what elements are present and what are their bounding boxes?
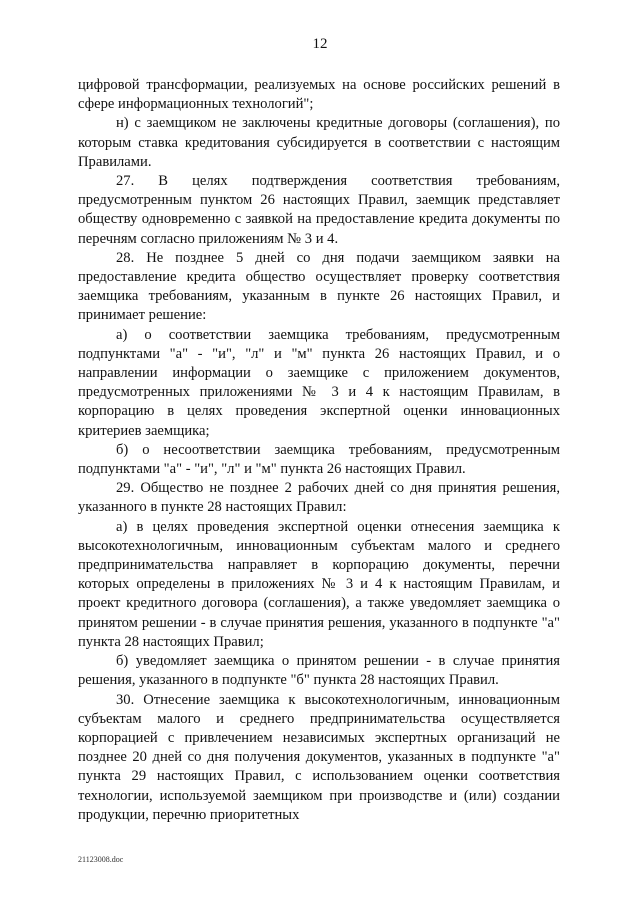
document-body <box>78 76 560 825</box>
subitem-n: н) с заемщиком не заключены кредитные договоры (соглашения), по которым ставка кредитования субсидируется в соответствии с настоящим Правилами. <box>78 115 560 170</box>
paragraph-continuation: цифровой трансформации, реализуемых на основе российских решений в сфере информационных технологий"; <box>78 77 560 113</box>
clause-29-subitem-a: а) в целях проведения экспертной оценки отнесения заемщика к высокотехнологичным, инновационным субъектам малого и среднего предпринимательства направляет в корпорацию документы, перечни которых определены в приложениях № 3 и 4 к настоящим Правилам, и проект кредитного договора (соглашения), а также уведомляет заемщика о принятом решении - в случае принятия решения, указанного в подпункте "а" пункта 28 настоящих Правил; <box>78 518 560 650</box>
clause-29-subitem-b: б) уведомляет заемщика о принятом решении - в случае принятия решения, указанного в подпункте "б" пункта 28 настоящих Правил. <box>78 653 560 689</box>
clause-28: 28. Не позднее 5 дней со дня подачи заемщиком заявки на предоставление кредита общество осуществляет проверку соответствия заемщика требованиям, указанным в пункте 26 настоящих Правил, и принимает решение: <box>78 249 560 324</box>
footer-file-code: 21123008.doc <box>78 855 124 864</box>
page-number: 12 <box>312 36 328 52</box>
clause-28-subitem-b: б) о несоответствии заемщика требованиям, предусмотренным подпунктами "а" - "и", "л" и "м" пункта 26 настоящих Правил. <box>78 441 560 478</box>
clause-30: 30. Отнесение заемщика к высокотехнологичным, инновационным субъектам малого и среднего предпринимательства осуществляется корпорацией с привлечением независимых экспертных организаций не позднее 20 дней со дня получения документов, указанных в подпункте "а" пункта 29 настоящих Правил, с использованием оценки соответствия технологии, используемой заемщиком при производстве и (или) создании продукции, перечню приоритетных <box>78 691 560 823</box>
clause-27: 27. В целях подтверждения соответствия требованиям, предусмотренным пунктом 26 настоящих Правил, заемщик представляет обществу одновременно с заявкой на предоставление кредита документы по перечням согласно приложениям № 3 и 4. <box>78 173 560 247</box>
clause-28-subitem-a: а) о соответствии заемщика требованиям, предусмотренным подпунктами "а" - "и", "л" и "м" пункта 26 настоящих Правил, и о направлении информации о заемщике с приложением документов, предусмотренных приложениями № 3 и 4 к настоящим Правилам, в корпорацию в целях проведения экспертной оценки инновационных критериев заемщика; <box>78 326 560 439</box>
clause-29: 29. Общество не позднее 2 рабочих дней со дня принятия решения, указанного в пункте 28 настоящих Правил: <box>78 480 560 516</box>
